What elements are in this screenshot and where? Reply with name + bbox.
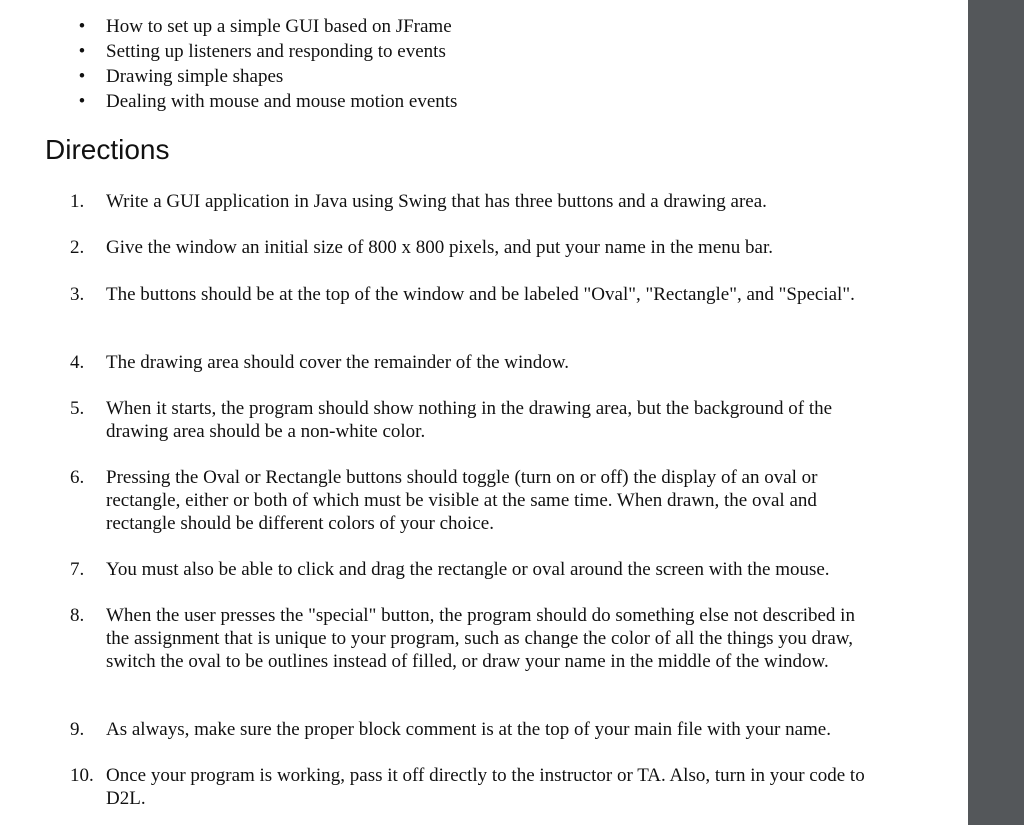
step-number: 6.: [70, 467, 85, 488]
step-text: Pressing the Oval or Rectangle buttons should toggle (turn on or off) the display of an oval or rectangle, either or both of which must be visible at the same time. When drawn, the oval and rectangle should be different colors of your choice.: [106, 467, 818, 534]
step-number: 2.: [70, 237, 85, 258]
step-text: You must also be able to click and drag the rectangle or oval around the screen with the mouse.: [106, 559, 830, 580]
step-number: 1.: [70, 191, 85, 212]
step-text: As always, make sure the proper block comment is at the top of your main file with your name.: [106, 719, 831, 740]
step-number: 10.: [70, 765, 94, 786]
step-text: The drawing area should cover the remainder of the window.: [106, 352, 570, 373]
step-number: 7.: [70, 559, 85, 580]
list-item-text: Setting up listeners and responding to events: [106, 41, 446, 62]
list-item-text: Drawing simple shapes: [106, 66, 284, 87]
bullet-glyph: •: [78, 91, 86, 112]
step-number: 3.: [70, 284, 85, 305]
directions-heading: Directions: [45, 134, 170, 165]
step-text: Write a GUI application in Java using Swing that has three buttons and a drawing area.: [106, 191, 767, 212]
step-text: Give the window an initial size of 800 x 800 pixels, and put your name in the menu bar.: [106, 237, 773, 258]
step-text: Once your program is working, pass it off directly to the instructor or TA. Also, turn in your code to D2L.: [106, 765, 865, 809]
step-text: The buttons should be at the top of the window and be labeled "Oval", "Rectangle", and "Special".: [106, 284, 855, 305]
bullet-glyph: •: [78, 16, 86, 37]
step-text: When it starts, the program should show nothing in the drawing area, but the background of the drawing area should be a non-white color.: [106, 398, 833, 442]
list-item-text: How to set up a simple GUI based on JFrame: [106, 16, 452, 37]
bullet-glyph: •: [78, 66, 86, 87]
step-number: 4.: [70, 352, 85, 373]
list-item-text: Dealing with mouse and mouse motion events: [106, 91, 458, 112]
step-text: When the user presses the "special" button, the program should do something else not described in the assignment that is unique to your program, such as change the color of all the things you draw, switch the oval to be outlines instead of filled, or draw your name in the middle of the window.: [106, 605, 855, 672]
step-number: 8.: [70, 605, 85, 626]
step-number: 9.: [70, 719, 85, 740]
step-number: 5.: [70, 398, 85, 419]
viewer-side-panel: [968, 0, 1024, 825]
bullet-glyph: •: [78, 41, 86, 62]
